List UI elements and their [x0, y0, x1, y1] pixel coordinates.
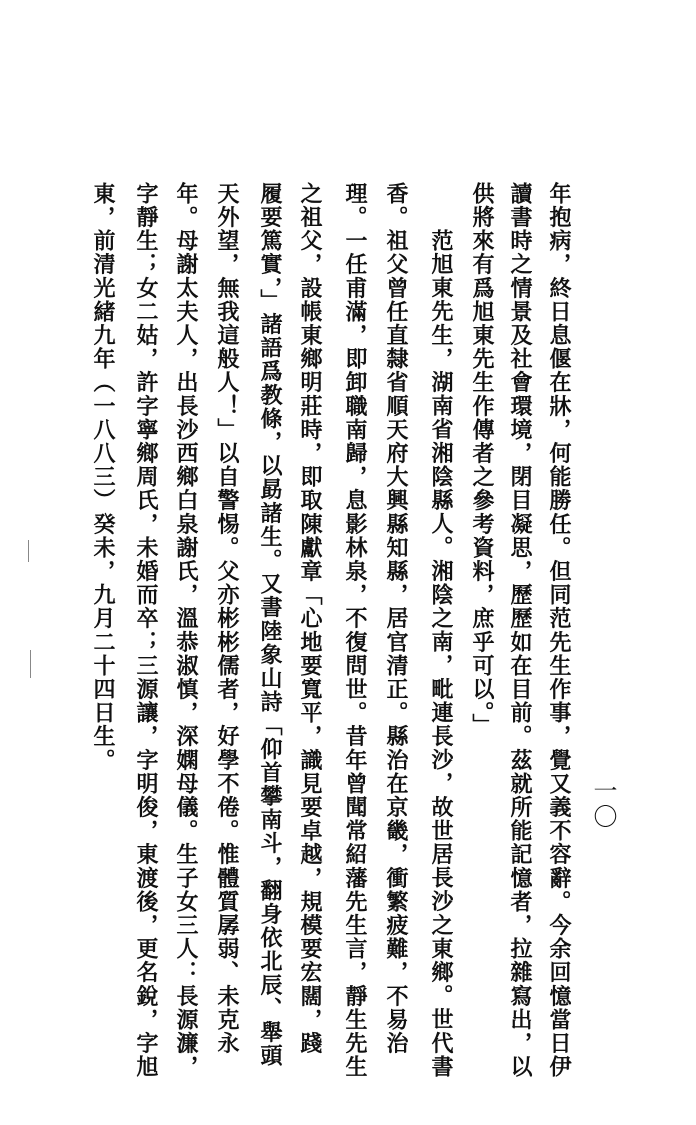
text-column-2: 讀書時之情景及社會環境，閉目凝思，歷歷如在目前。茲就所能記憶者，拉雜寫出，以 — [507, 182, 533, 1079]
text-column-1: 年抱病，終日息偃在牀，何能勝任。但同范先生作事，覺又義不容辭。今余回憶當日伊 — [546, 182, 572, 1079]
text-column-6: 理。一任甫滿，即卸職南歸，息影林泉，不復問世。昔年曾聞常紹藩先生言，靜生先生 — [342, 182, 368, 1079]
scan-artifact — [30, 650, 31, 678]
text-column-7: 之祖父，設帳東鄉明莊時，即取陳獻章「心地要寬平，識見要卓越，規模要宏闊，踐 — [297, 182, 323, 1056]
text-column-8: 履要篤實，」諸語爲教條，以勗諸生。又書陸象山詩「仰首攀南斗，翻身依北辰、舉頭 — [257, 182, 283, 1068]
scan-artifact — [28, 540, 29, 562]
text-column-10: 年。母謝太夫人，出長沙西鄉白泉謝氏，溫恭淑慎，深嫻母儀。生子女三人：長源濂， — [173, 182, 199, 1079]
text-column-11: 字靜生；女二姑，許字寧鄉周氏，未婚而卒；三源讓，字明俊，東渡後，更名銳，字旭 — [133, 182, 159, 1079]
text-column-3: 供將來有爲旭東先生作傳者之參考資料，庶乎可以。」 — [469, 182, 495, 738]
text-column-12: 東，前清光緒九年（一八八三）癸未，九月二十四日生。 — [90, 182, 116, 772]
text-column-9: 天外望，無我這般人！」以自警惕。父亦彬彬儒者，好學不倦。惟體質孱弱、未克永 — [214, 182, 240, 1056]
text-column-4-paragraph-start: 范旭東先生，湖南省湘陰縣人。湘陰之南，毗連長沙，故世居長沙之東鄉。世代書 — [428, 229, 454, 1079]
text-column-5: 香。祖父曾任直隸省順天府大興縣知縣，居官清正。縣治在京畿，衝繁疲難，不易治 — [383, 182, 409, 1056]
page-number: 一〇 — [589, 778, 617, 830]
